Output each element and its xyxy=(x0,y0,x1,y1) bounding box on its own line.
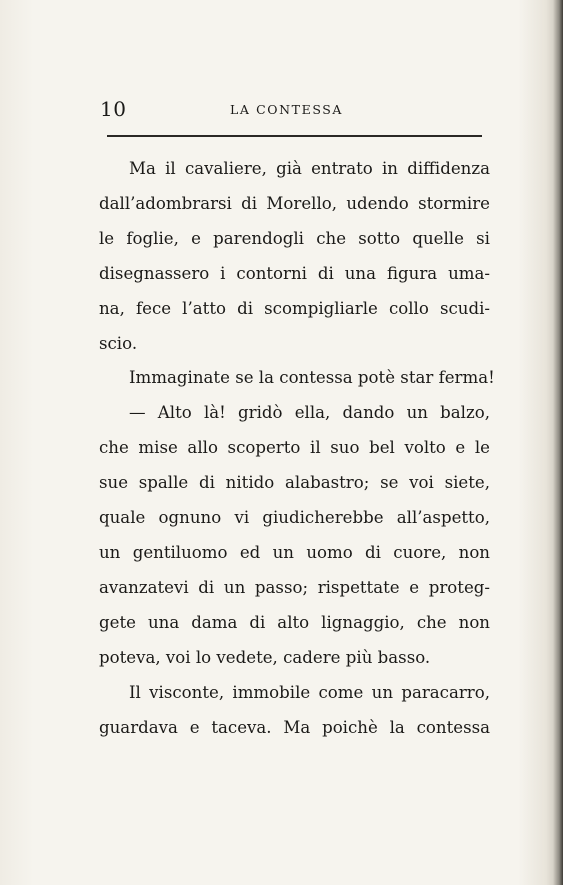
text-line: avanzatevi di un passo; rispettate e proteg- xyxy=(99,577,490,597)
header-rule xyxy=(107,135,482,137)
running-head: LA CONTESSA xyxy=(230,102,344,117)
text-line: Ma il cavaliere, già entrato in diffidenza xyxy=(129,159,490,178)
text-line: disegnassero i contorni di una figura uma- xyxy=(99,263,490,283)
text-line: Il visconte, immobile come un paracarro, xyxy=(129,682,490,702)
page-edge-shadow xyxy=(553,0,563,885)
body-text xyxy=(99,152,495,745)
text-line: gete una dama di alto lignaggio, che non xyxy=(99,612,490,632)
text-line: che mise allo scoperto il suo bel volto e le xyxy=(99,438,490,458)
page-number: 10 xyxy=(100,97,127,121)
text-line: poteva, voi lo vedete, cadere più basso. xyxy=(99,647,431,667)
text-line: le foglie, e parendogli che sotto quelle si xyxy=(99,228,490,248)
text-line: quale ognuno vi giudicherebbe all’aspetto, xyxy=(99,508,490,528)
text-line: scio. xyxy=(99,333,138,353)
text-line: dall’adombrarsi di Morello, udendo stormire xyxy=(99,193,490,213)
text-line: na, fece l’atto di scompigliarle collo scudi- xyxy=(99,298,490,318)
page-header xyxy=(100,97,482,121)
text-line: guardava e taceva. Ma poichè la contessa xyxy=(99,717,490,737)
text-line: un gentiluomo ed un uomo di cuore, non xyxy=(99,542,490,562)
text-line: Immaginate se la contessa potè star ferma! xyxy=(129,368,495,388)
text-line: sue spalle di nitido alabastro; se voi siete, xyxy=(99,473,490,493)
text-line: — Alto là! gridò ella, dando un balzo, xyxy=(129,403,490,423)
